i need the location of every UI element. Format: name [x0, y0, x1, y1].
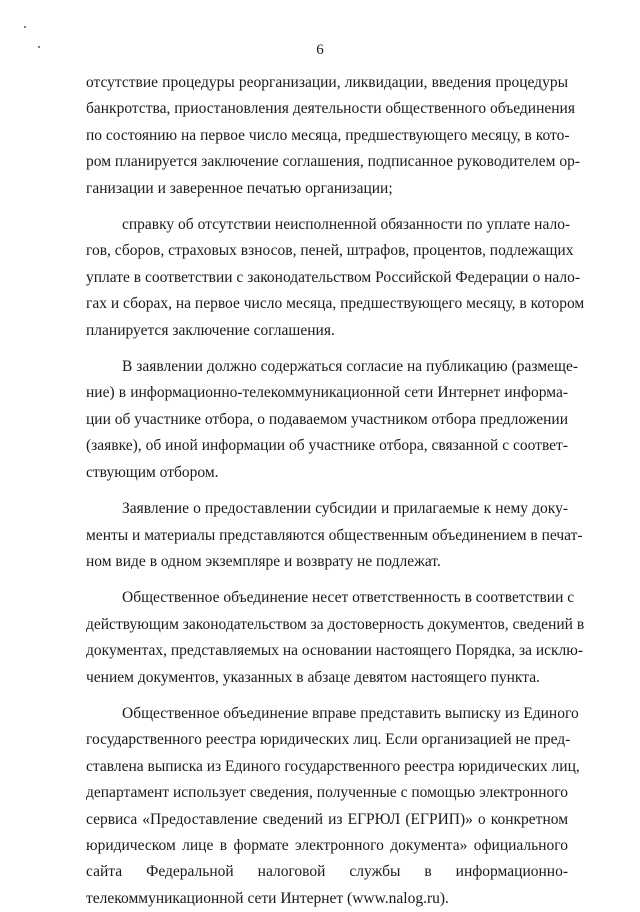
text-line: чением документов, указанных в абзаце девятом настоящего пункта. — [86, 668, 540, 686]
text-line: ном виде в одном экземпляре и возврату не подлежат. — [86, 552, 441, 570]
text-line: Общественное объединение несет ответственность в соответствии с — [122, 589, 575, 607]
paragraph — [86, 70, 580, 202]
text-line: действующим законодательством за достоверность документов, сведений в — [86, 615, 585, 633]
text-line: менты и материалы представляются общественным объединением в печат- — [86, 526, 583, 544]
text-line: (заявке), об иной информации об участнике отбора, связанной с соответ- — [86, 437, 568, 455]
text-line: отсутствие процедуры реорганизации, ликвидации, введения процедуры — [86, 74, 568, 91]
text-line: телекоммуникационной сети Интернет (www.nalog.ru). — [86, 889, 449, 907]
text-line: государственного реестра юридических лиц. Если организацией не пред- — [86, 731, 571, 749]
paragraph — [86, 701, 580, 912]
text-line: ставлена выписка из Единого государственного реестра юридических лиц, — [86, 757, 580, 775]
text-line: сайта Федеральной налоговой службы в информационно- — [86, 863, 568, 881]
text-line: ганизации и заверенное печатью организации; — [86, 179, 393, 197]
text-line: сервиса «Предоставление сведений из ЕГРЮЛ (ЕГРИП)» о конкретном — [86, 810, 568, 828]
text-line: уплате в соответствии с законодательством Российской Федерации о нало- — [86, 268, 581, 286]
text-line: департамент использует сведения, полученные с помощью электронного — [86, 784, 568, 802]
document-body — [86, 70, 585, 912]
text-line: ром планируется заключение соглашения, подписанное руководителем ор- — [86, 153, 580, 171]
text-line: В заявлении должно содержаться согласие на публикацию (размеще- — [122, 358, 578, 376]
text-line: гов, сборов, страховых взносов, пеней, штрафов, процентов, подлежащих — [86, 242, 574, 260]
text-line: юридическом лице в формате электронного документа» официального — [86, 836, 568, 854]
text-line: ствующим отбором. — [86, 463, 219, 481]
text-line: банкротства, приостановления деятельности общественного объединения — [86, 100, 575, 118]
text-line: гах и сборах, на первое число месяца, предшествующего месяцу, в котором — [86, 295, 585, 313]
paragraph — [86, 496, 583, 575]
text-line: документах, представляемых на основании настоящего Порядка, за исклю- — [86, 642, 584, 660]
text-line: планируется заключение соглашения. — [86, 321, 335, 339]
paragraph — [86, 354, 578, 486]
text-line: ние) в информационно-телекоммуникационной сети Интернет информа- — [86, 384, 568, 402]
text-line: Общественное объединение вправе представить выписку из Единого — [122, 704, 579, 722]
text-line: ции об участнике отбора, о подаваемом участником отбора предложении — [86, 410, 568, 428]
text-line: по состоянию на первое число месяца, предшествующего месяцу, в кото- — [86, 126, 570, 144]
paragraph — [86, 585, 585, 691]
text-line: справку об отсутствии неисполненной обязанности по уплате нало- — [122, 216, 571, 234]
paragraph — [86, 212, 585, 344]
text-line: Заявление о предоставлении субсидии и прилагаемые к нему доку- — [122, 500, 568, 518]
scan-speck — [24, 26, 26, 28]
page-number: 6 — [316, 42, 324, 58]
